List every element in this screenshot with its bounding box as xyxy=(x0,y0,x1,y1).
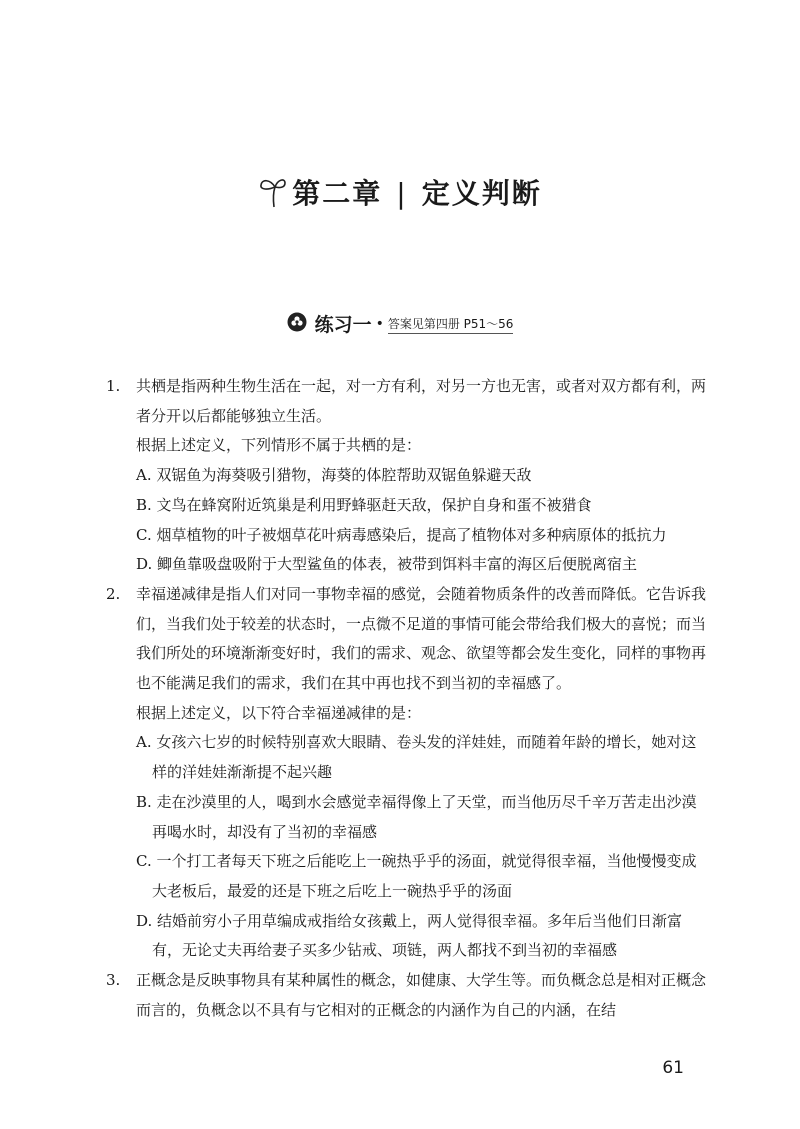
option-a: A. 双锯鱼为海葵吸引猎物，海葵的体腔帮助双锯鱼躲避天敌 xyxy=(136,466,532,485)
option-d: D. 鲫鱼靠吸盘吸附于大型鲨鱼的体表，被带到饵料丰富的海区后便脱离宿主 xyxy=(136,555,638,574)
question-2 xyxy=(106,580,706,966)
page-number: 61 xyxy=(662,1058,684,1078)
question-3 xyxy=(106,966,706,1025)
question-number: 2. xyxy=(106,584,121,603)
chapter-separator: | xyxy=(396,177,408,210)
option-d: D. 结婚前穷小子用草编成戒指给女孩戴上，两人觉得很幸福。多年后当他们日渐富有，无论丈夫再给妻子买多少钻戒、项链，两人都找不到当初的幸福感 xyxy=(136,911,683,960)
option-b: B. 走在沙漠里的人，喝到水会感觉幸福得像上了天堂，而当他历尽千辛万苦走出沙漠再喝水时，却没有了当初的幸福感 xyxy=(136,792,697,841)
exercise-heading xyxy=(0,310,800,337)
flower-icon xyxy=(287,312,307,336)
question-stem: 正概念是反映事物具有某种属性的概念，如健康、大学生等。而负概念总是相对正概念而言的，负概念以不具有与它相对的正概念的内涵作为自己的内涵，在结 xyxy=(136,971,707,1019)
question-number: 3. xyxy=(106,971,121,990)
question-stem: 共栖是指两种生物生活在一起，对一方有利，对另一方也无害，或者对双方都有利，两者分开以后都能够独立生活。 xyxy=(136,377,707,425)
answer-reference: 答案见第四册 P51～56 xyxy=(388,317,514,334)
option-a: A. 女孩六七岁的时候特别喜欢大眼睛、卷头发的洋娃娃，而随着年龄的增长，她对这样的洋娃娃渐渐提不起兴趣 xyxy=(136,733,697,782)
chapter-heading xyxy=(0,172,800,216)
question-1 xyxy=(106,372,706,580)
question-number: 1. xyxy=(106,377,121,395)
question-prompt: 根据上述定义，下列情形不属于共栖的是： xyxy=(136,436,422,455)
exercise-title: 练习一 xyxy=(314,314,372,336)
question-list xyxy=(106,372,706,1025)
question-stem: 幸福递减律是指人们对同一事物幸福的感觉，会随着物质条件的改善而降低。它告诉我们，当我们处于较差的状态时，一点微不足道的事情可能会带给我们极大的喜悦；而当我们所处的环境渐渐变好时，我们的需求、观念、欲望等都会发生变化，同样的事物再也不能满足我们的需求，我们在其中再也找不到当初的幸福感了。 xyxy=(136,584,707,693)
exercise-bullet: • xyxy=(375,315,384,332)
option-c: C. 一个打工者每天下班之后能吃上一碗热乎乎的汤面，就觉得很幸福，当他慢慢变成大老板后，最爱的还是下班之后吃上一碗热乎乎的汤面 xyxy=(136,852,697,900)
question-prompt: 根据上述定义，以下符合幸福递减律的是： xyxy=(136,703,422,722)
chapter-title: 第二章 xyxy=(292,177,383,210)
chapter-subtitle: 定义判断 xyxy=(421,177,542,210)
sprout-icon xyxy=(258,175,288,216)
option-b: B. 文鸟在蜂窝附近筑巢是利用野蜂驱赶天敌，保护自身和蛋不被猎食 xyxy=(136,495,592,514)
option-c: C. 烟草植物的叶子被烟草花叶病毒感染后，提高了植物体对多种病原体的抵抗力 xyxy=(136,525,667,544)
